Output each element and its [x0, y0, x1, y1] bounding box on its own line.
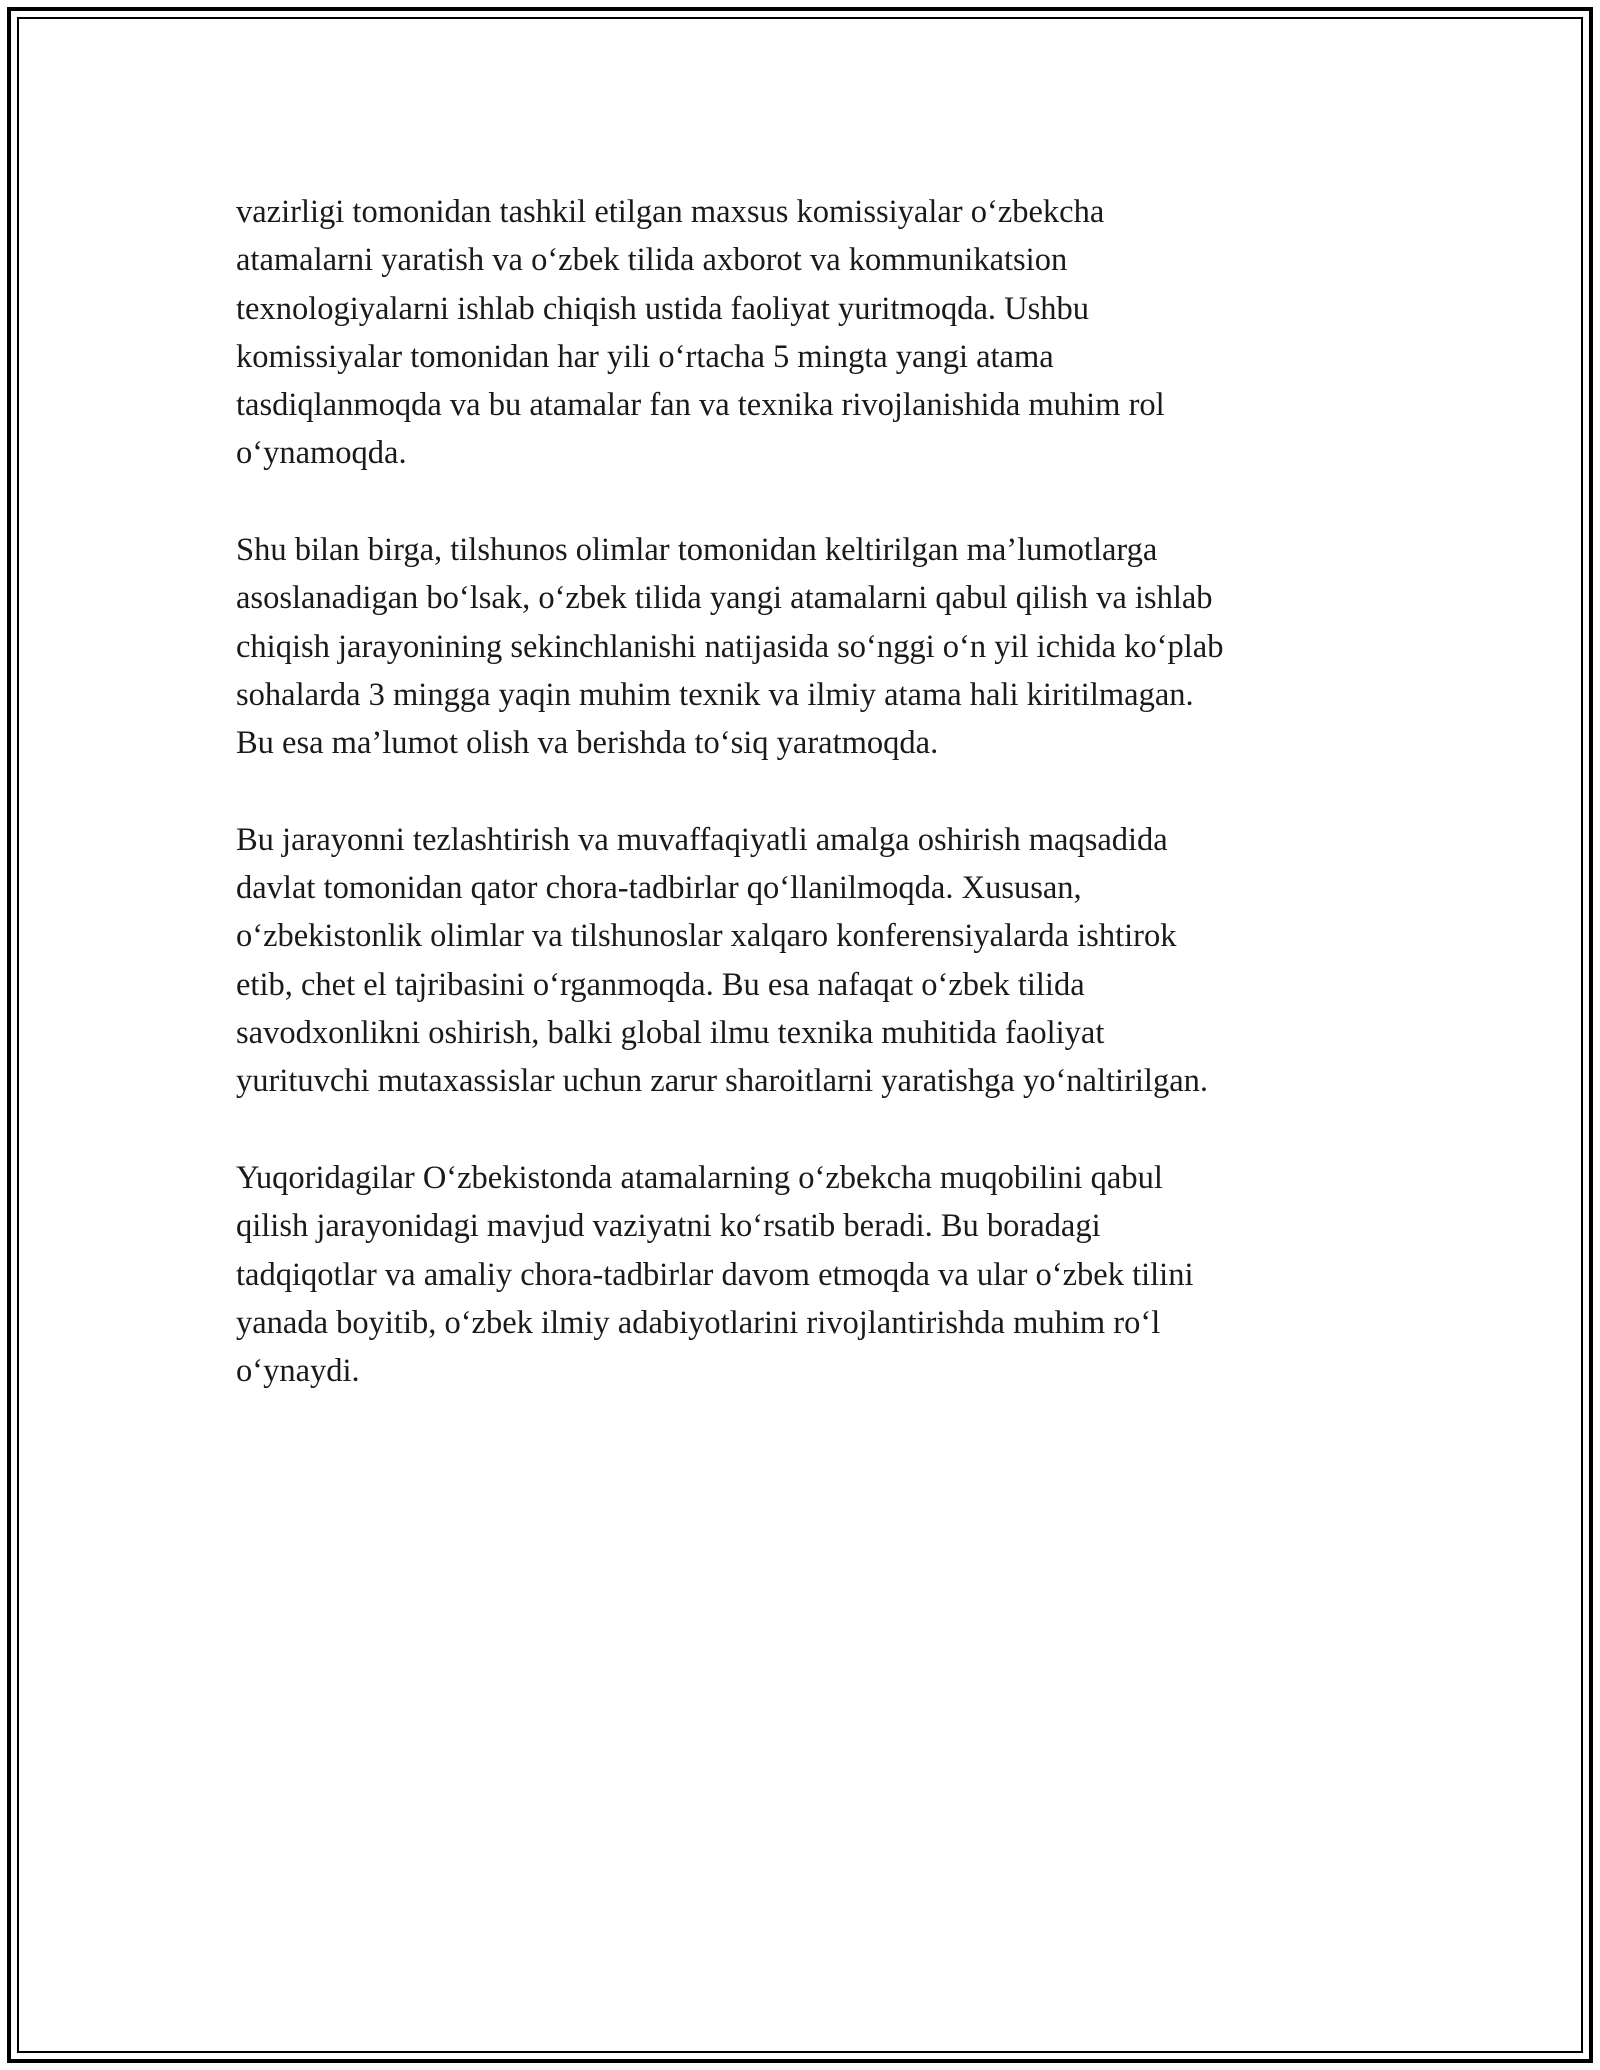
text-line: yurituvchi mutaxassislar uchun zarur sharoitlarni yaratishga yo‘naltirilgan.: [236, 1063, 1209, 1100]
text-line: asoslanadigan bo‘lsak, o‘zbek tilida yangi atamalarni qabul qilish va ishlab: [236, 580, 1213, 617]
text-line: qilish jarayonidagi mavjud vaziyatni ko‘rsatib beradi. Bu boradagi: [236, 1208, 1101, 1245]
text-line: Yuqoridagilar O‘zbekistonda atamalarning o‘zbekcha muqobilini qabul: [236, 1159, 1163, 1196]
paragraph-3: [236, 816, 1386, 1106]
document-body: [236, 188, 1386, 1444]
paragraph-1: [236, 188, 1386, 478]
text-line: tadqiqotlar va amaliy chora-tadbirlar davom etmoqda va ular o‘zbek tilini: [236, 1256, 1194, 1293]
text-line: tasdiqlanmoqda va bu atamalar fan va texnika rivojlanishida muhim rol: [236, 387, 1165, 424]
text-line: sohalarda 3 mingga yaqin muhim texnik va ilmiy atama hali kiritilmagan.: [236, 676, 1194, 713]
text-line: o‘ynaydi.: [236, 1353, 360, 1390]
text-line: texnologiyalarni ishlab chiqish ustida faoliyat yuritmoqda. Ushbu: [236, 290, 1089, 327]
text-line: vazirligi tomonidan tashkil etilgan maxsus komissiyalar o‘zbekcha: [236, 194, 1105, 230]
text-line: davlat tomonidan qator chora-tadbirlar qo‘llanilmoqda. Xususan,: [236, 870, 1082, 907]
paragraph-2: [236, 526, 1386, 767]
text-line: o‘zbekistonlik olimlar va tilshunoslar xalqaro konferensiyalarda ishtirok: [236, 918, 1177, 955]
text-line: yanada boyitib, o‘zbek ilmiy adabiyotlarini rivojlantirishda muhim ro‘l: [236, 1304, 1161, 1341]
text-line: savodxonlikni oshirish, balki global ilmu texnika muhitida faoliyat: [236, 1015, 1105, 1052]
text-line: Bu esa ma’lumot olish va berishda to‘siq yaratmoqda.: [236, 725, 939, 762]
text-line: chiqish jarayonining sekinchlanishi natijasida so‘nggi o‘n yil ichida ko‘plab: [236, 628, 1224, 665]
paragraph-4: [236, 1154, 1386, 1395]
text-line: Shu bilan birga, tilshunos olimlar tomonidan keltirilgan ma’lumotlarga: [236, 532, 1158, 569]
text-line: atamalarni yaratish va o‘zbek tilida axborot va kommunikatsion: [236, 242, 1068, 279]
text-line: o‘ynamoqda.: [236, 435, 407, 472]
text-line: etib, chet el tajribasini o‘rganmoqda. Bu esa nafaqat o‘zbek tilida: [236, 966, 1085, 1003]
text-line: komissiyalar tomonidan har yili o‘rtacha 5 mingta yangi atama: [236, 338, 1054, 375]
text-line: Bu jarayonni tezlashtirish va muvaffaqiyatli amalga oshirish maqsadida: [236, 821, 1168, 858]
